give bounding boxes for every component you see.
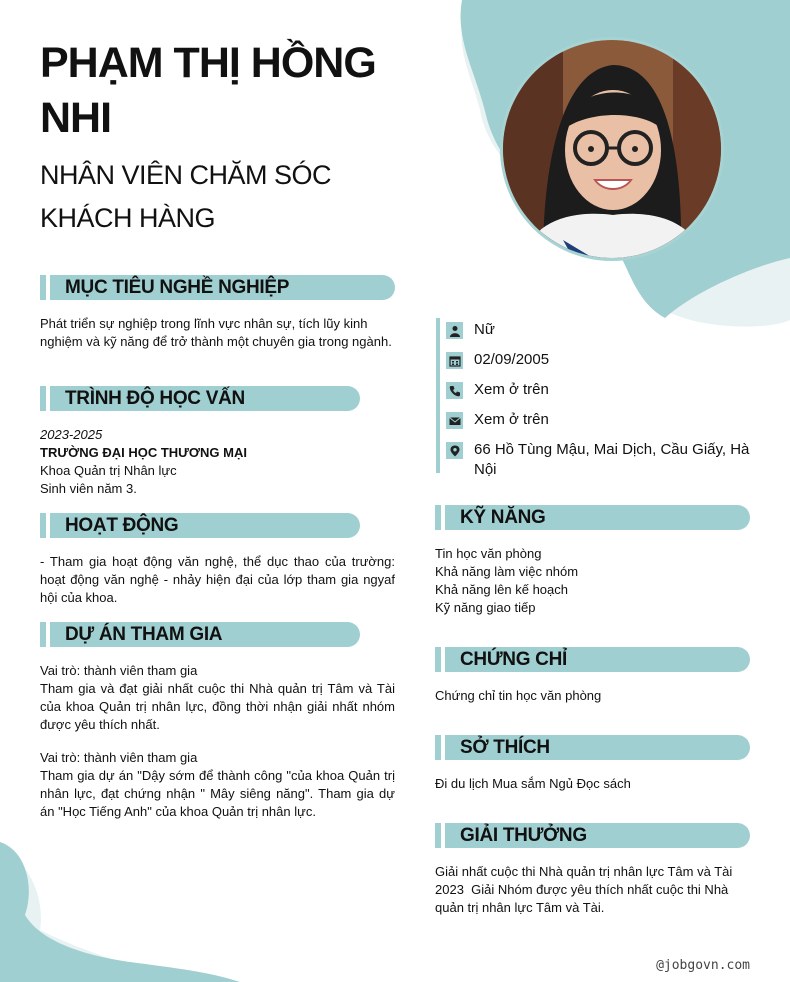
mail-icon [446, 412, 463, 429]
contact-address [446, 440, 754, 480]
activities-text: - Tham gia hoạt động văn nghệ, thể dục thao của trường: hoạt động văn nghệ - nhảy hiện đại của lớp tham gia ngyaf hội của khoa. [40, 554, 395, 605]
section-title-hobbies: SỞ THÍCH [460, 736, 550, 758]
certificates-text: Chứng chỉ tin học văn phòng [435, 688, 602, 703]
phone-icon [446, 382, 463, 399]
section-header-activities [40, 513, 360, 538]
section-header-education [40, 386, 360, 411]
calendar-icon [446, 352, 463, 369]
section-title-awards: GIẢI THƯỞNG [460, 824, 587, 846]
location-icon [446, 442, 463, 459]
hobbies-text: Đi du lịch Mua sắm Ngủ Đọc sách [435, 776, 631, 791]
contact-phone [446, 380, 754, 400]
contact-phone-text: Xem ở trên [474, 381, 549, 398]
skill-item: Khả năng làm việc nhóm [435, 564, 579, 579]
section-title-projects: DỰ ÁN THAM GIA [65, 623, 223, 645]
section-title-education: TRÌNH ĐỘ HỌC VẤN [65, 387, 245, 409]
section-header-projects [40, 622, 360, 647]
contact-birthday [446, 350, 754, 370]
project-item [40, 662, 395, 734]
job-position: NHÂN VIÊN CHĂM SÓC KHÁCH HÀNG [40, 160, 332, 233]
section-header-certificates [435, 647, 750, 672]
education-year: Sinh viên năm 3. [40, 481, 137, 496]
skill-item: Kỹ năng giao tiếp [435, 600, 536, 615]
section-title-certificates: CHỨNG CHỈ [460, 648, 568, 670]
contact-email-text: Xem ở trên [474, 411, 549, 428]
profile-photo [503, 40, 721, 258]
section-header-objective [40, 275, 395, 300]
education-period: 2023-2025 [40, 427, 103, 442]
objective-text: Phát triển sự nghiệp trong lĩnh vực nhân sự, tích lũy kinh nghiệm và kỹ năng để trở thành một chuyên gia trong ngành. [40, 316, 392, 349]
candidate-name: PHẠM THỊ HỒNG NHI [40, 39, 376, 142]
section-header-skills [435, 505, 750, 530]
section-header-hobbies [435, 735, 750, 760]
skill-item: Tin học văn phòng [435, 546, 542, 561]
section-header-awards [435, 823, 750, 848]
person-icon [446, 322, 463, 339]
awards-text: Giải nhất cuộc thi Nhà quản trị nhân lực Tâm và Tài 2023 Giải Nhóm được yêu thích nhất cuộc thi Nhà quản trị nhân lực Tâm và Tài. [435, 864, 736, 915]
section-title-objective: MỤC TIÊU NGHỀ NGHIỆP [65, 276, 290, 298]
section-title-skills: KỸ NĂNG [460, 506, 546, 528]
watermark: @jobgovn.com [656, 958, 750, 973]
contact-gender-text: Nữ [474, 321, 495, 338]
contact-address-text: 66 Hồ Tùng Mậu, Mai Dịch, Cầu Giấy, Hà Nội [474, 441, 750, 478]
project-role: Vai trò: thành viên tham gia [40, 663, 198, 678]
contact-birthday-text: 02/09/2005 [474, 351, 550, 368]
contact-email [446, 410, 754, 430]
contact-gender [446, 320, 754, 340]
skill-item: Khả năng lên kế hoạch [435, 582, 568, 597]
project-description: Tham gia dự án "Dậy sớm để thành công "của khoa Quản trị nhân lực, đạt chứng nhận " Mây siêng năng". Tham gia dự án "Học Tiếng Anh" của khoa Quản trị nhân lực. [40, 768, 395, 819]
project-item [40, 749, 395, 821]
skills-list [435, 545, 750, 617]
section-title-activities: HOẠT ĐỘNG [65, 514, 179, 536]
education-school: TRƯỜNG ĐẠI HỌC THƯƠNG MẠI [40, 445, 247, 460]
project-description: Tham gia và đạt giải nhất cuộc thi Nhà quản trị Tâm và Tài của khoa Quản trị nhân lực, đồng thời nhận giải nhất nhóm được yêu thích nhất. [40, 681, 395, 732]
education-faculty: Khoa Quản trị Nhân lực [40, 463, 177, 478]
education-block [40, 426, 395, 498]
project-role: Vai trò: thành viên tham gia [40, 750, 198, 765]
